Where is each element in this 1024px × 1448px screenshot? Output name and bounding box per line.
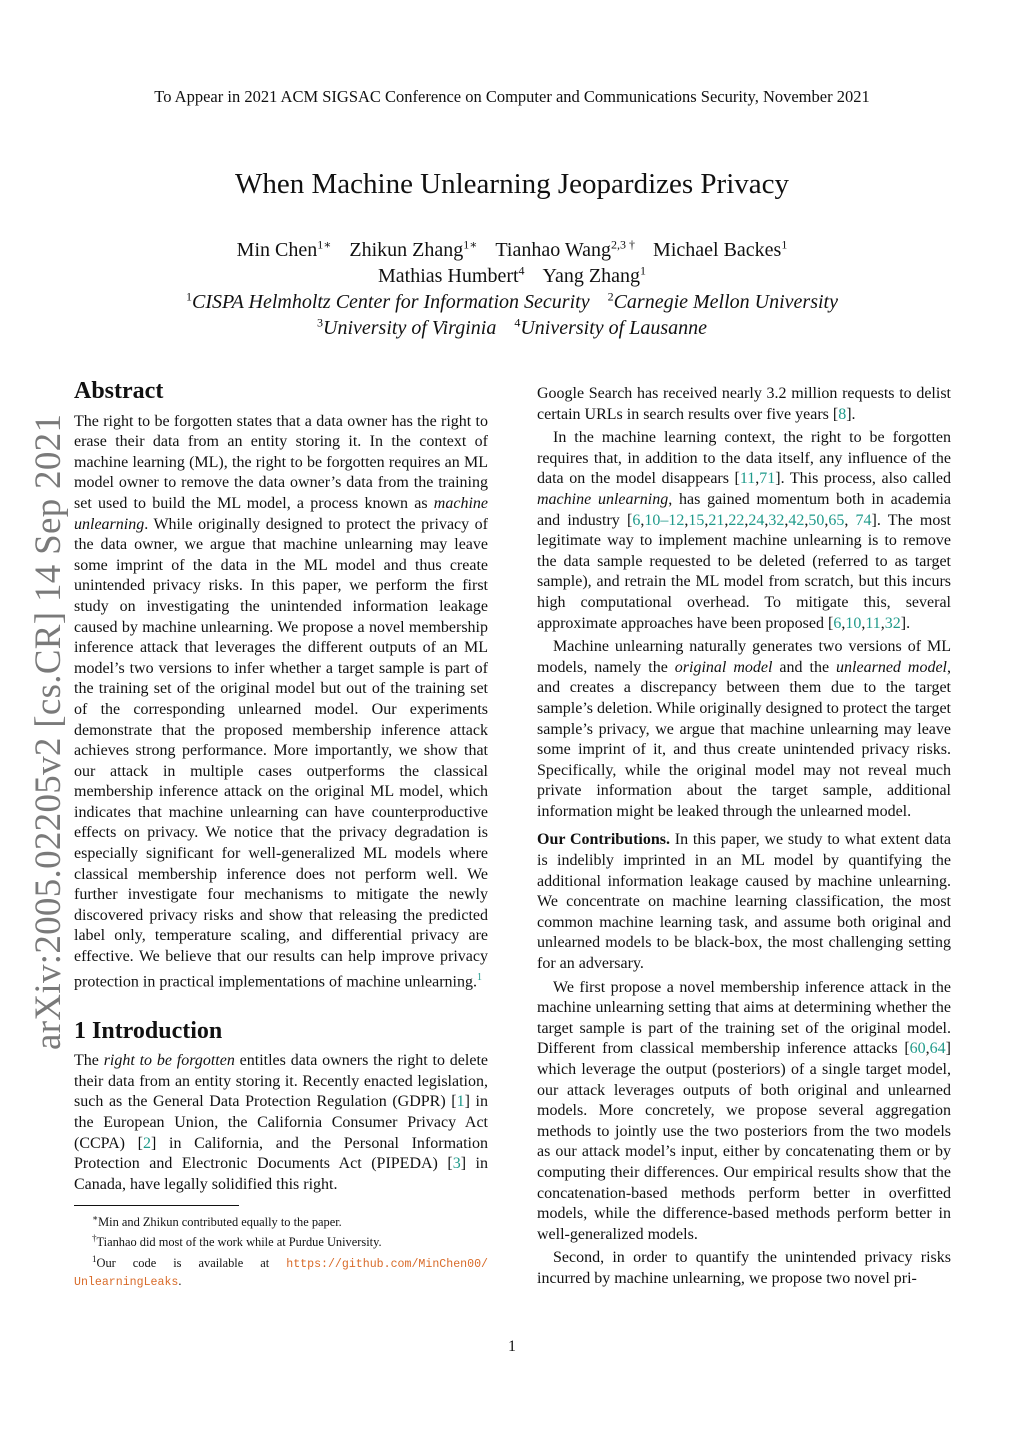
author-sup: 2,3 † (611, 237, 636, 252)
paragraph: Machine unlearning naturally generates two versions of ML models, namely the original model and the unlearned model, and creates a discrepancy between them due to the target sample’s deletion. While originally designed to protect the target sample’s privacy, we argue that machine unlearning may leave some imprint of it, and thus create unintended privacy risks. Specifically, while the original model may not reveal much private information about the target sample, additional information might be leaked through the unlearned model. (537, 638, 952, 820)
author-name: Mathias Humbert (378, 265, 519, 287)
citation-link[interactable]: 1 (456, 1093, 465, 1111)
right-column (537, 384, 951, 1290)
author-sup: 4 (518, 263, 525, 278)
affiliation: CISPA Helmholtz Center for Information Security (192, 291, 590, 313)
author-name: Zhikun Zhang (349, 239, 464, 261)
citation-link[interactable]: 2 (143, 1134, 152, 1152)
intro-paragraph: The right to be forgotten entitles data owners the right to delete their data from an entity storing it. Recently enacted legislation, such as the General Data Protection Regulation (GDPR) [1] in the European Union, the California Consumer Privacy Act (CCPA) [2] in California, and the Personal Information Protection and Electronic Documents Act (PIPEDA) [3] in Canada, have legally solidified this right. (74, 1052, 489, 1193)
citation-link[interactable]: 6 (632, 511, 641, 529)
paper-title: When Machine Unlearning Jeopardizes Privacy (234, 168, 790, 200)
contributions-paragraph: Our Contributions. In this paper, we study to what extent data is indelibly imprinted in an ML model by quantifying the additional information leakage caused by machine unlearning. We concentrate on machine learning classification, the most common machine learning task, and assume both original and unlearned models to be black-box, the most challenging setting for an adversary. (537, 831, 951, 973)
author-block (0, 237, 1024, 341)
paragraph: In the machine learning context, the right to be forgotten requires that, in addition to the data itself, any influence of the data on the model disappears [11,71]. This process, also called machine unlearning, has gained momentum both in academia and industry [6,10–12,15,21,22,24,32,42,50,65, 74]. The most legitimate way to implement machine unlearning is to remove the data sample requested to be deleted (referred to as target sample), and retrain the ML model from scratch, but this incurs high computational overhead. To mitigate this, several approximate approaches have been proposed [6,10,11,32]. (537, 429, 952, 632)
abstract-heading: Abstract (74, 378, 164, 404)
citation-link[interactable]: 32 (768, 511, 785, 529)
author-line-2 (0, 263, 1024, 289)
contributions-heading: Our Contributions. (537, 831, 670, 849)
code-url-link[interactable]: UnlearningLeaks (74, 1275, 179, 1289)
citation-link[interactable]: 21 (708, 511, 725, 529)
citation-link[interactable]: 3 (452, 1155, 461, 1173)
citation-link[interactable]: 22 (728, 511, 745, 529)
citation-link[interactable]: 74 (855, 511, 872, 529)
affiliation-line-1 (0, 289, 1024, 315)
citation-link[interactable]: 11 (865, 614, 881, 632)
affiliation-num: 4 (514, 315, 521, 330)
affiliation-num: 3 (317, 315, 324, 330)
author-sup: 1∗ (463, 237, 478, 252)
paragraph: We first propose a novel membership inference attack in the machine unlearning setting that aims at determining whether the target sample is part of the training set of the original model. Different from classical membership inference attacks [60,64] which leverage the output (posteriors) of a single target model, our attack leverages outputs of both original and unlearned models. More concretely, we propose several aggregation methods to jointly use the two posteriors from the two models as our attack model’s input, either by concatenating them or by computing their differences. Our empirical results show that the concatenation-based methods perform better in overfitted models, while the difference-based methods perform better in well-generalized models. (537, 978, 951, 1243)
affiliation-num: 2 (607, 289, 614, 304)
code-url-link[interactable]: https://github.com/MinChen00/ (286, 1257, 488, 1271)
citation-link[interactable]: 8 (838, 405, 847, 423)
footnote-3-cont: UnlearningLeaks. (74, 1273, 182, 1289)
citation-link[interactable]: 11 (739, 470, 756, 488)
author-name: Min Chen (236, 239, 318, 261)
venue-line: To Appear in 2021 ACM SIGSAC Conference on Computer and Communications Security, November 2021 (154, 87, 870, 106)
citation-link[interactable]: 32 (884, 614, 901, 632)
author-line-1 (0, 237, 1024, 263)
citation-link[interactable]: 64 (929, 1040, 946, 1058)
author-sup: 1 (781, 237, 788, 252)
citation-link[interactable]: 42 (788, 511, 805, 529)
footnote-2: †Tianhao did most of the work while at Purdue University. (92, 1233, 382, 1250)
abstract-text: The right to be forgotten states that a data owner has the right to erase their data from an entity storing it. In the context of machine learning (ML), the right to be forgotten requires an ML model owner to remove the data owner’s data from the training set used to build the ML model, a process known as machine unlearning. While originally designed to protect the privacy of the data owner, we argue that machine unlearning may leave some imprint of the data in the ML model and thus create unintended privacy risks. In this paper, we perform the first study on investigating the unintended information leakage caused by machine unlearning. We propose a novel membership inference attack that leverages the different outputs of an ML model’s two versions to infer whether a target sample is part of the training set of the original model but out of the training set of the corresponding unlearned model. Our experiments demonstrate that the proposed membership inference attack achieves strong performance. More importantly, we show that our attack in multiple cases outperforms the classical membership inference attack on the original ML model, which indicates that machine unlearning can have counterproductive effects on privacy. We notice that the privacy degradation is especially significant for well-generalized ML models where classical membership inference does not perform well. We further investigate four mechanisms to mitigate the newly discovered privacy risks and show that releasing the predicted label only, temperature scaling, and differential privacy are effective. We believe that our results can help improve privacy protection in practical implementations of machine unlearning.$^1$ (74, 412, 488, 990)
author-name: Yang Zhang (542, 265, 640, 287)
affiliation: Carnegie Mellon University (613, 291, 838, 313)
affiliation: University of Lausanne (520, 317, 707, 339)
author-sup: 1∗ (317, 237, 332, 252)
citation-link[interactable]: 50 (808, 511, 825, 529)
footnote-3: $^1$Our code is available at https://github.com/MinChen00/ (92, 1253, 488, 1271)
footnote-link[interactable]: 1 (476, 971, 482, 983)
citation-link[interactable]: 15 (688, 511, 705, 529)
author-sup: 1 (639, 263, 646, 278)
citation-link[interactable]: 10–12 (644, 511, 685, 529)
paragraph: Google Search has received nearly 3.2 million requests to delist certain URLs in search results over five years [8]. (537, 385, 951, 423)
affiliation-num: 1 (186, 289, 192, 304)
arxiv-identifier: arXiv:2005.02205v2 [cs.CR] 14 Sep 2021 (28, 413, 69, 1050)
citation-link[interactable]: 60 (909, 1040, 926, 1058)
footnotes (74, 1210, 488, 1290)
paragraph: Second, in order to quantify the unintended privacy risks incurred by machine unlearning, we propose two novel pri- (537, 1249, 951, 1287)
affiliation: University of Virginia (323, 317, 497, 339)
page-number: 1 (508, 1338, 516, 1355)
citation-link[interactable]: 6 (833, 614, 842, 632)
author-name: Michael Backes (653, 239, 782, 261)
citation-link[interactable]: 24 (748, 511, 765, 529)
footnote-1: ∗Min and Zhikun contributed equally to the paper. (92, 1213, 342, 1230)
footnote-divider (74, 1205, 239, 1206)
citation-link[interactable]: 10 (845, 614, 862, 632)
affiliation-line-2 (0, 315, 1024, 341)
left-column (74, 378, 489, 1291)
introduction-heading: 1 Introduction (74, 1017, 223, 1044)
citation-link[interactable]: 65 (828, 511, 845, 529)
citation-link[interactable]: 71 (759, 470, 776, 488)
author-name: Tianhao Wang (495, 239, 612, 261)
